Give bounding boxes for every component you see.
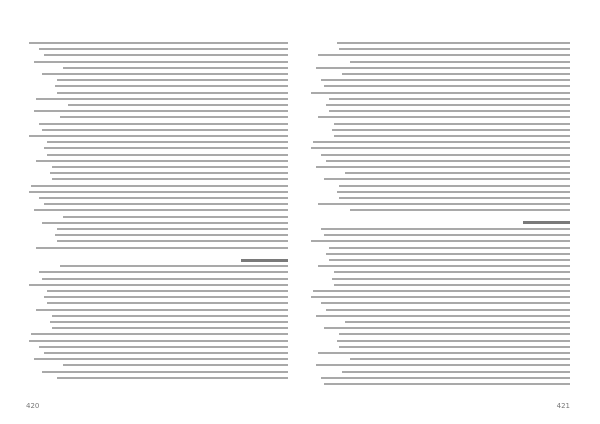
text-line — [339, 344, 570, 350]
text-line — [52, 164, 288, 170]
line-ink — [34, 209, 288, 211]
line-ink — [350, 61, 570, 63]
text-line — [342, 369, 570, 375]
line-ink — [63, 216, 288, 218]
text-line — [334, 282, 570, 288]
line-ink — [339, 185, 570, 187]
text-line — [50, 319, 288, 325]
line-ink — [39, 197, 288, 199]
line-ink — [324, 327, 570, 329]
line-ink — [36, 247, 288, 249]
text-line — [47, 300, 288, 306]
line-ink — [324, 234, 570, 236]
text-line — [316, 164, 570, 170]
line-ink — [55, 234, 288, 236]
text-line — [313, 288, 570, 294]
text-line — [350, 59, 570, 65]
line-ink — [47, 141, 288, 143]
section-heading — [241, 257, 288, 263]
text-line — [316, 313, 570, 319]
text-line — [321, 226, 570, 232]
line-ink — [34, 358, 288, 360]
text-line — [326, 158, 570, 164]
text-line — [318, 263, 570, 269]
line-ink — [44, 147, 288, 149]
line-ink — [311, 240, 570, 242]
line-ink — [334, 135, 570, 137]
text-line — [329, 108, 570, 114]
text-line — [313, 139, 570, 145]
line-ink — [313, 141, 570, 143]
line-ink — [332, 129, 570, 131]
text-line — [339, 331, 570, 337]
line-ink — [311, 296, 570, 298]
line-ink — [316, 67, 570, 69]
line-ink — [36, 309, 288, 311]
text-line — [63, 362, 288, 368]
text-line — [334, 133, 570, 139]
line-ink — [42, 73, 288, 75]
line-ink — [47, 302, 288, 304]
text-line — [42, 71, 288, 77]
line-ink — [47, 154, 288, 156]
text-line — [42, 127, 288, 133]
text-line — [350, 207, 570, 213]
text-line — [311, 90, 570, 96]
line-ink — [318, 265, 570, 267]
text-line — [52, 313, 288, 319]
line-ink — [345, 172, 570, 174]
line-ink — [329, 98, 570, 100]
line-ink — [339, 346, 570, 348]
text-line — [326, 102, 570, 108]
text-line — [44, 201, 288, 207]
text-line — [329, 96, 570, 102]
line-ink — [316, 364, 570, 366]
text-line — [52, 176, 288, 182]
text-line — [318, 201, 570, 207]
line-ink — [324, 85, 570, 87]
line-ink — [332, 278, 570, 280]
line-ink — [316, 166, 570, 168]
text-line — [311, 294, 570, 300]
line-ink — [321, 154, 570, 156]
text-line — [39, 344, 288, 350]
text-line — [29, 338, 288, 344]
text-line — [321, 152, 570, 158]
text-line — [36, 158, 288, 164]
line-ink — [329, 247, 570, 249]
right-page — [308, 40, 570, 410]
left-page — [26, 40, 288, 410]
text-line — [60, 114, 288, 120]
line-ink — [339, 48, 570, 50]
line-ink — [29, 340, 288, 342]
text-line — [47, 139, 288, 145]
text-line — [34, 207, 288, 213]
line-ink — [318, 54, 570, 56]
text-line — [42, 369, 288, 375]
text-line — [329, 245, 570, 251]
line-ink — [57, 79, 288, 81]
line-ink — [57, 228, 288, 230]
text-line — [321, 375, 570, 381]
text-line — [50, 170, 288, 176]
text-line — [324, 83, 570, 89]
line-ink — [326, 104, 570, 106]
line-ink — [321, 377, 570, 379]
text-line — [29, 189, 288, 195]
text-line — [39, 195, 288, 201]
line-ink — [321, 79, 570, 81]
line-ink — [39, 271, 288, 273]
text-line — [39, 46, 288, 52]
text-line — [350, 356, 570, 362]
line-ink — [31, 333, 288, 335]
line-ink — [39, 346, 288, 348]
line-ink — [326, 309, 570, 311]
line-ink — [42, 222, 288, 224]
line-ink — [334, 271, 570, 273]
line-ink — [57, 377, 288, 379]
text-line — [326, 251, 570, 257]
line-ink — [334, 284, 570, 286]
line-ink — [57, 240, 288, 242]
line-ink — [523, 221, 570, 224]
text-line — [57, 238, 288, 244]
line-ink — [44, 203, 288, 205]
line-ink — [339, 197, 570, 199]
text-line — [57, 90, 288, 96]
line-ink — [326, 253, 570, 255]
line-ink — [318, 116, 570, 118]
text-line — [318, 114, 570, 120]
line-ink — [34, 61, 288, 63]
text-line — [339, 46, 570, 52]
text-line — [44, 350, 288, 356]
text-line — [68, 102, 288, 108]
line-ink — [342, 73, 570, 75]
line-ink — [334, 123, 570, 125]
line-ink — [329, 110, 570, 112]
line-ink — [42, 278, 288, 280]
line-ink — [29, 135, 288, 137]
text-line — [318, 350, 570, 356]
text-line — [36, 96, 288, 102]
text-line — [324, 381, 570, 387]
text-line — [337, 40, 570, 46]
text-line — [60, 263, 288, 269]
text-line — [34, 108, 288, 114]
text-line — [57, 375, 288, 381]
right-page-number: 421 — [556, 402, 570, 410]
text-line — [39, 269, 288, 275]
text-line — [345, 170, 570, 176]
text-line — [339, 183, 570, 189]
text-line — [332, 127, 570, 133]
text-line — [42, 220, 288, 226]
text-line — [47, 288, 288, 294]
right-page-text — [308, 40, 570, 392]
line-ink — [31, 185, 288, 187]
line-ink — [318, 352, 570, 354]
line-ink — [36, 160, 288, 162]
section-heading — [523, 220, 570, 226]
text-line — [63, 214, 288, 220]
text-line — [326, 307, 570, 313]
line-ink — [326, 160, 570, 162]
line-ink — [316, 315, 570, 317]
text-line — [57, 226, 288, 232]
line-ink — [321, 228, 570, 230]
text-line — [337, 189, 570, 195]
text-line — [44, 52, 288, 58]
text-line — [39, 121, 288, 127]
text-line — [311, 145, 570, 151]
line-ink — [44, 296, 288, 298]
line-ink — [57, 92, 288, 94]
line-ink — [68, 104, 288, 106]
text-line — [332, 276, 570, 282]
line-ink — [311, 92, 570, 94]
line-ink — [47, 290, 288, 292]
line-ink — [29, 42, 288, 44]
line-ink — [337, 340, 570, 342]
line-ink — [44, 54, 288, 56]
text-line — [324, 232, 570, 238]
text-line — [337, 338, 570, 344]
text-line — [339, 195, 570, 201]
line-ink — [63, 67, 288, 69]
line-ink — [29, 191, 288, 193]
line-ink — [44, 352, 288, 354]
line-ink — [36, 98, 288, 100]
text-line — [57, 77, 288, 83]
line-ink — [39, 123, 288, 125]
line-ink — [321, 302, 570, 304]
text-line — [44, 294, 288, 300]
line-ink — [29, 284, 288, 286]
text-line — [34, 59, 288, 65]
text-line — [324, 325, 570, 331]
line-ink — [324, 383, 570, 385]
text-line — [316, 65, 570, 71]
left-page-text — [26, 40, 288, 392]
line-ink — [39, 48, 288, 50]
text-line — [342, 71, 570, 77]
text-line — [47, 152, 288, 158]
line-ink — [42, 371, 288, 373]
text-line — [29, 133, 288, 139]
text-line — [34, 356, 288, 362]
text-line — [321, 77, 570, 83]
text-line — [311, 238, 570, 244]
text-line — [63, 65, 288, 71]
text-line — [318, 52, 570, 58]
line-ink — [34, 110, 288, 112]
line-ink — [342, 371, 570, 373]
text-line — [44, 145, 288, 151]
line-ink — [60, 265, 288, 267]
line-ink — [311, 147, 570, 149]
line-ink — [42, 129, 288, 131]
text-line — [31, 331, 288, 337]
line-ink — [52, 315, 288, 317]
text-line — [321, 300, 570, 306]
line-ink — [52, 178, 288, 180]
text-line — [329, 257, 570, 263]
text-line — [55, 83, 288, 89]
text-line — [334, 121, 570, 127]
text-line — [31, 183, 288, 189]
line-ink — [345, 321, 570, 323]
text-line — [52, 325, 288, 331]
text-line — [29, 40, 288, 46]
text-line — [36, 307, 288, 313]
text-line — [334, 269, 570, 275]
left-page-number: 420 — [26, 402, 40, 410]
line-ink — [337, 191, 570, 193]
line-ink — [313, 290, 570, 292]
text-line — [29, 282, 288, 288]
line-ink — [63, 364, 288, 366]
line-ink — [50, 321, 288, 323]
line-ink — [52, 166, 288, 168]
line-ink — [52, 327, 288, 329]
line-ink — [329, 259, 570, 261]
line-ink — [318, 203, 570, 205]
line-ink — [339, 333, 570, 335]
line-ink — [350, 358, 570, 360]
line-ink — [50, 172, 288, 174]
text-line — [316, 362, 570, 368]
text-line — [42, 276, 288, 282]
text-line — [324, 176, 570, 182]
line-ink — [60, 116, 288, 118]
line-ink — [241, 259, 288, 262]
line-ink — [55, 85, 288, 87]
line-ink — [324, 178, 570, 180]
text-line — [55, 232, 288, 238]
line-ink — [337, 42, 570, 44]
line-ink — [350, 209, 570, 211]
text-line — [36, 245, 288, 251]
text-line — [345, 319, 570, 325]
